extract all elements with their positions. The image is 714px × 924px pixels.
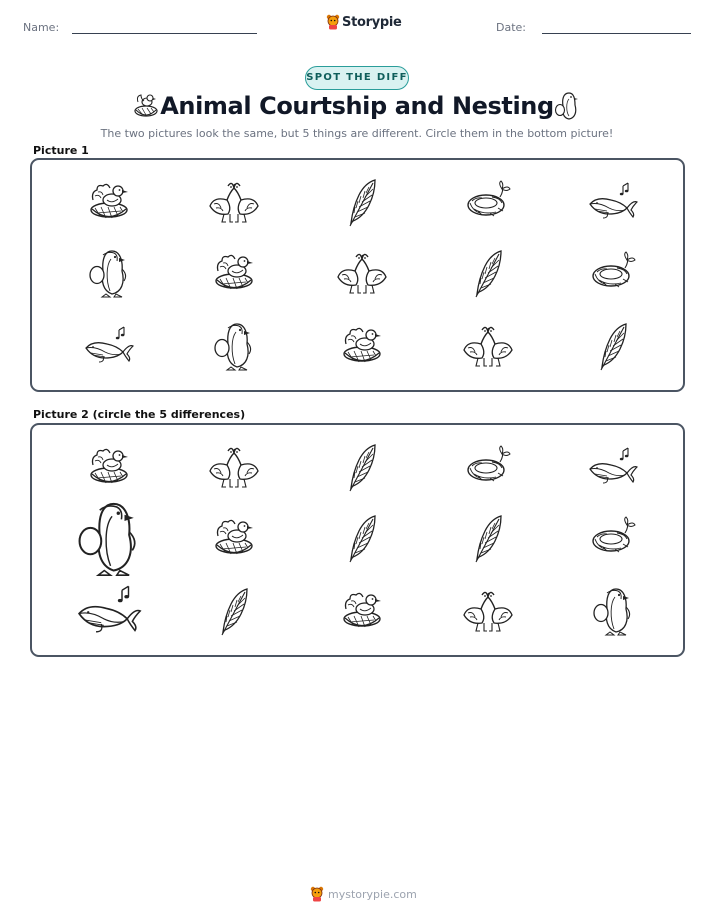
nest-icon[interactable]	[453, 437, 523, 497]
nest-icon[interactable]	[453, 172, 523, 232]
bird-nest-icon[interactable]	[327, 581, 397, 641]
picture-1-panel	[30, 158, 685, 392]
bird-nest-icon[interactable]	[199, 243, 269, 303]
date-line[interactable]	[542, 33, 691, 34]
singing-whale-icon[interactable]	[578, 172, 648, 232]
penguin-egg-icon[interactable]	[74, 243, 144, 303]
feather-icon[interactable]	[327, 508, 397, 568]
worksheet-header	[0, 0, 714, 44]
picture-2-panel	[30, 423, 685, 657]
brand-name: Storypie	[342, 14, 402, 30]
bear-logo-icon	[326, 14, 340, 30]
feather-icon[interactable]	[199, 581, 269, 641]
courting-swans-icon[interactable]	[327, 243, 397, 303]
instructions: The two pictures look the same, but 5 things are different. Circle them in the bottom picture!	[100, 127, 614, 140]
courting-swans-icon[interactable]	[453, 316, 523, 376]
penguin-egg-icon[interactable]	[74, 508, 144, 568]
feather-icon[interactable]	[327, 172, 397, 232]
penguin-egg-icon[interactable]	[578, 581, 648, 641]
date-label: Date:	[496, 21, 526, 34]
brand-logo	[326, 14, 402, 30]
penguin-egg-icon	[553, 90, 583, 122]
feather-icon[interactable]	[453, 243, 523, 303]
footer	[310, 886, 417, 902]
picture-2-label: Picture 2 (circle the 5 differences)	[33, 408, 246, 421]
spot-the-diff-badge: SPOT THE DIFF	[305, 66, 409, 90]
bird-nest-icon[interactable]	[327, 316, 397, 376]
name-line[interactable]	[72, 33, 257, 34]
feather-icon[interactable]	[453, 508, 523, 568]
penguin-egg-icon[interactable]	[199, 316, 269, 376]
bear-logo-icon	[310, 886, 324, 902]
courting-swans-icon[interactable]	[199, 172, 269, 232]
courting-swans-icon[interactable]	[453, 581, 523, 641]
feather-icon[interactable]	[327, 437, 397, 497]
bird-nest-icon[interactable]	[74, 437, 144, 497]
singing-whale-icon[interactable]	[578, 437, 648, 497]
name-label: Name:	[23, 21, 60, 34]
bird-nest-icon[interactable]	[74, 172, 144, 232]
singing-whale-icon[interactable]	[74, 316, 144, 376]
singing-whale-icon[interactable]	[74, 581, 144, 641]
nest-icon[interactable]	[578, 508, 648, 568]
picture-1-label: Picture 1	[33, 144, 89, 157]
footer-site: mystorypie.com	[328, 887, 417, 901]
feather-icon[interactable]	[578, 316, 648, 376]
nest-icon[interactable]	[578, 243, 648, 303]
courting-swans-icon[interactable]	[199, 437, 269, 497]
worksheet-title: Animal Courtship and Nesting	[160, 92, 554, 120]
bird-nest-icon[interactable]	[199, 508, 269, 568]
